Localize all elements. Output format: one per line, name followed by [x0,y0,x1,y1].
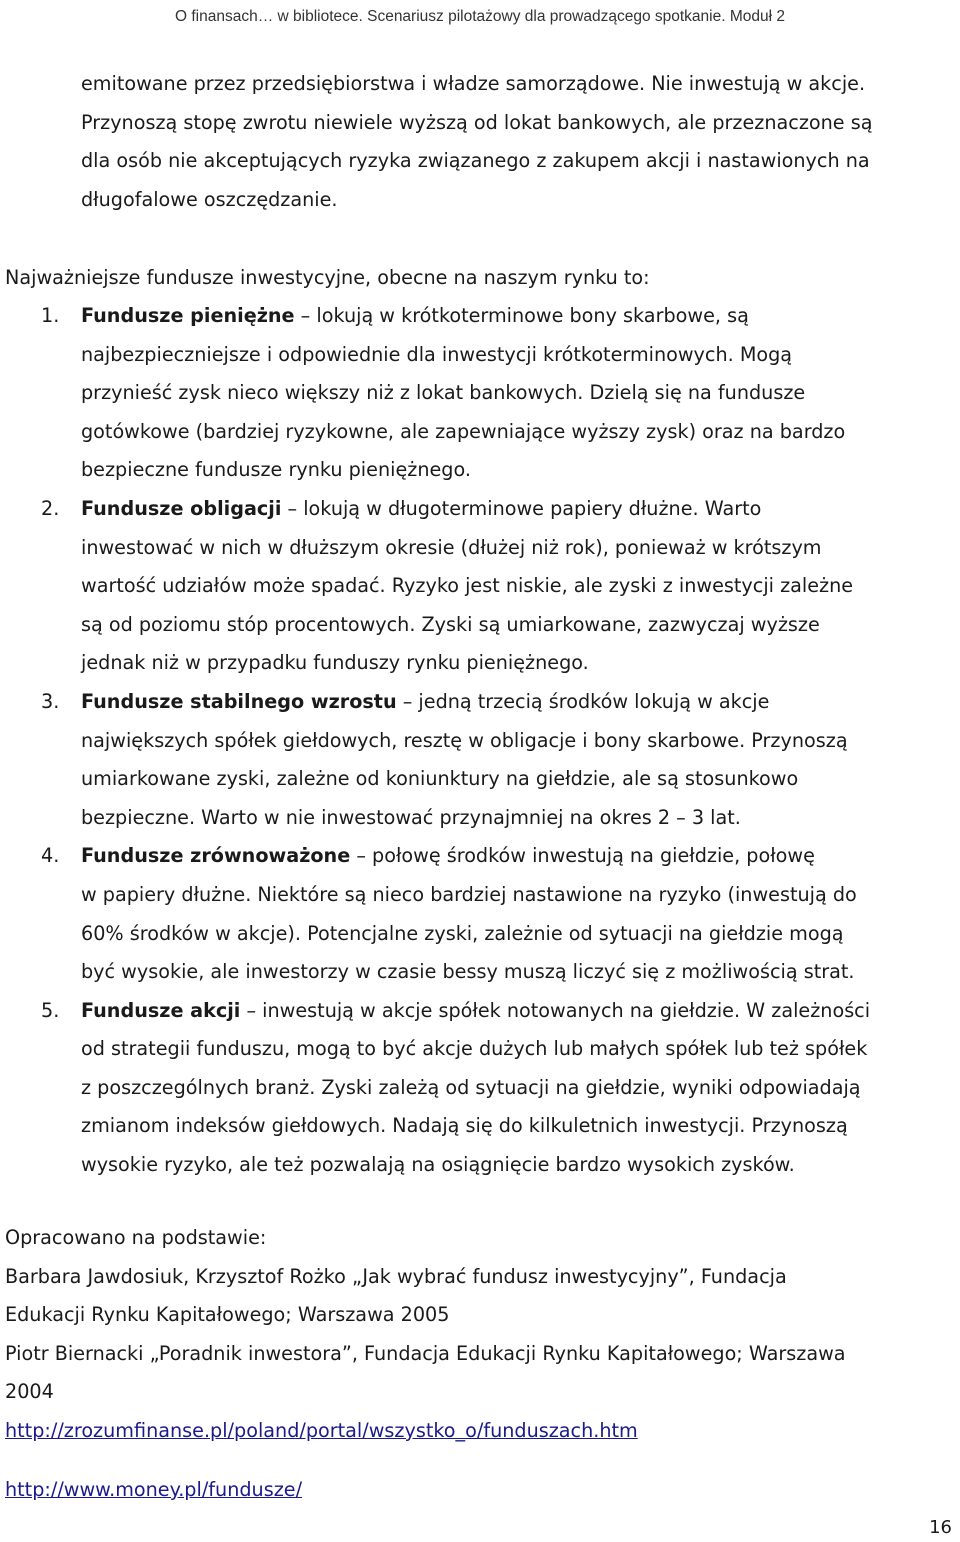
running-header: O finansach… w bibliotece. Scenariusz pilotażowy dla prowadzącego spotkanie. Moduł 2 [174,8,785,25]
source-line: Edukacji Rynku Kapitałowego; Warszawa 2005 [5,1303,450,1327]
list-line: umiarkowane zyski, zależne od koniunktury na giełdzie, ale są stosunkowo [81,767,799,791]
source-line: Piotr Biernacki „Poradnik inwestora”, Fundacja Edukacji Rynku Kapitałowego; Warszawa [5,1341,846,1365]
fund-description-start: – jedną trzecią środków lokują w akcje [396,689,770,713]
list-number: 5. [41,998,60,1022]
list-first-line [81,837,941,876]
list-line: od strategii funduszu, mogą to być akcje dużych lub małych spółek lub też spółek [81,1037,868,1061]
list-number: 1. [41,304,60,327]
list-line: są od poziomu stóp procentowych. Zyski są umiarkowane, zazwyczaj wyższe [81,612,820,636]
list-number: 2. [41,496,60,520]
list-line: przynieść zysk nieco większy niż z lokat bankowych. Dzielą się na fundusze [81,381,806,405]
fund-title: Fundusze stabilnego wzrostu [81,689,397,713]
list-line: być wysokie, ale inwestorzy w czasie bessy muszą liczyć się z możliwością strat. [81,960,855,984]
list-item [0,683,941,837]
list-item [0,297,941,490]
source-line: 2004 [5,1380,54,1404]
intro-line: długofalowe oszczędzanie. [81,187,338,211]
list-first-line [81,992,941,1031]
list-line: wartość udziałów może spadać. Ryzyko jest niskie, ale zyski z inwestycji zależne [81,574,854,598]
section-heading: Najważniejsze fundusze inwestycyjne, obecne na naszym rynku to: [5,266,650,289]
list-first-line [81,683,941,722]
intro-line: Przynoszą stopę zwrotu niewiele wyższą od lokat bankowych, ale przeznaczone są [81,110,873,134]
source-link-zrozumfinanse[interactable]: http://zrozumfinanse.pl/poland/portal/wszystko_o/funduszach.htm [5,1419,638,1442]
fund-description-start: – lokują w długoterminowe papiery dłużne. Warto [281,496,762,520]
fund-list [0,297,960,1185]
list-line: gotówkowe (bardziej ryzykowne, ale zapewniające wyższy zysk) oraz na bardzo [81,419,846,443]
list-line: największych spółek giełdowych, resztę w obligacje i bony skarbowe. Przynoszą [81,728,848,752]
list-line: bezpieczne fundusze rynku pieniężnego. [81,458,471,482]
list-line: wysokie ryzyko, ale też pozwalają na osiągnięcie bardzo wysokich zysków. [81,1153,795,1177]
fund-title: Fundusze akcji [81,998,241,1022]
fund-description-start: – połowę środków inwestują na giełdzie, połowę [350,844,815,868]
list-line: najbezpieczniejsze i odpowiednie dla inwestycji krótkoterminowych. Mogą [81,342,793,366]
fund-title: Fundusze obligacji [81,496,282,520]
list-item [0,837,941,991]
list-item [0,992,941,1185]
list-line: bezpieczne. Warto w nie inwestować przynajmniej na okres 2 – 3 lat. [81,805,741,829]
list-line: jednak niż w przypadku funduszy rynku pieniężnego. [81,651,589,675]
intro-line: emitowane przez przedsiębiorstwa i władze samorządowe. Nie inwestują w akcje. [81,72,866,95]
list-line: w papiery dłużne. Niektóre są nieco bardziej nastawione na ryzyko (inwestują do [81,882,857,906]
fund-description-start: – lokują w krótkoterminowe bony skarbowe, są [294,304,749,327]
intro-line: dla osób nie akceptujących ryzyka związanego z zakupem akcji i nastawionych na [81,149,870,173]
sources-label: Opracowano na podstawie: [5,1226,267,1249]
list-line: z poszczególnych branż. Zyski zależą od sytuacji na giełdzie, wyniki odpowiadają [81,1075,861,1099]
fund-description-start: – inwestują w akcje spółek notowanych na giełdzie. W zależności [240,998,871,1022]
fund-title: Fundusze pieniężne [81,304,295,327]
list-number: 4. [41,844,60,868]
list-line: zmianom indeksów giełdowych. Nadają się do kilkuletnich inwestycji. Przynoszą [81,1114,848,1138]
list-number: 3. [41,689,60,713]
list-first-line [81,297,941,336]
intro-paragraph [81,65,951,219]
source-line: Barbara Jawdosiuk, Krzysztof Rożko „Jak wybrać fundusz inwestycyjny”, Fundacja [5,1264,787,1288]
fund-title: Fundusze zrównoważone [81,844,351,868]
list-first-line [81,490,941,529]
list-line: inwestować w nich w dłuższym okresie (dłużej niż rok), ponieważ w krótszym [81,535,822,559]
page-number: 16 [929,1517,952,1538]
sources-section [5,1219,955,1412]
source-link-money[interactable]: http://www.money.pl/fundusze/ [5,1478,303,1501]
list-item [0,490,941,683]
list-line: 60% środków w akcje). Potencjalne zyski, zależnie od sytuacji na giełdzie mogą [81,921,844,945]
